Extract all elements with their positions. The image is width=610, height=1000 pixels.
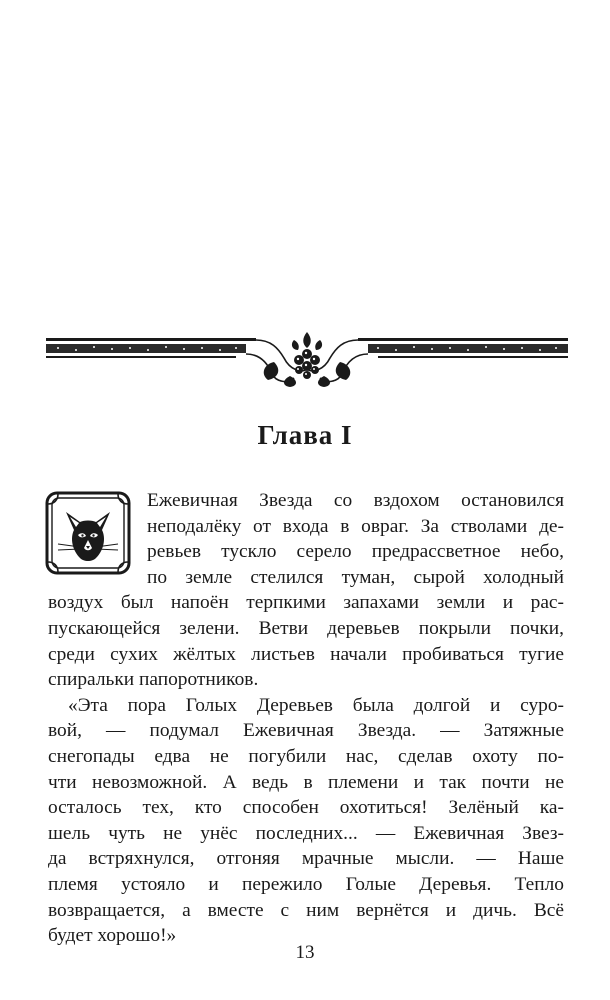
text-line: спиральки папоротников. [48,669,259,691]
floral-ornament-divider-icon [46,318,568,388]
chapter-body [48,488,564,949]
text-line: шель чуть не унёс последних... — Ежевичная Звез- [48,822,564,844]
text-line: снегопады едва не погубили нас, сделав охоту по- [48,745,564,767]
text-line: возвращается, а вместе с ним вернётся и дичь. Всё [48,899,564,921]
text-line: Ежевичная Звезда со вздохом остановился [147,490,564,511]
text-line: по земле стелился туман, сырой холодный [147,566,564,588]
text-line: «Эта пора Голых Деревьев была долгой и суро- [68,694,564,716]
text-line: да встряхнулся, отгоняя мрачные мысли. — Наше [48,848,564,870]
text-line: воздух был напоён терпкими запахами земли и рас- [48,592,564,614]
text-line: пускающейся зелени. Ветви деревьев покрыли почки, [48,617,564,639]
text-line: среди сухих жёлтых листьев начали пробиваться тугие [48,643,564,665]
text-line: ревьев тускло серело предрассветное небо, [147,541,564,563]
text-line: чти невозможной. А ведь в племени и так почти не [48,771,564,793]
text-line: племя устояло и пережило Голые Деревья. Тепло [48,873,564,895]
text-line: будет хорошо!» [48,925,177,947]
text-line: осталось тех, кто способен охотиться! Зелёный ка- [48,797,564,819]
text-line: неподалёку от входа в овраг. За стволами де- [147,515,564,537]
text-line: вой, — подумал Ежевичная Звезда. — Затяжные [48,720,564,742]
chapter-title: Глава I [257,420,353,450]
page-number: 13 [295,942,315,963]
